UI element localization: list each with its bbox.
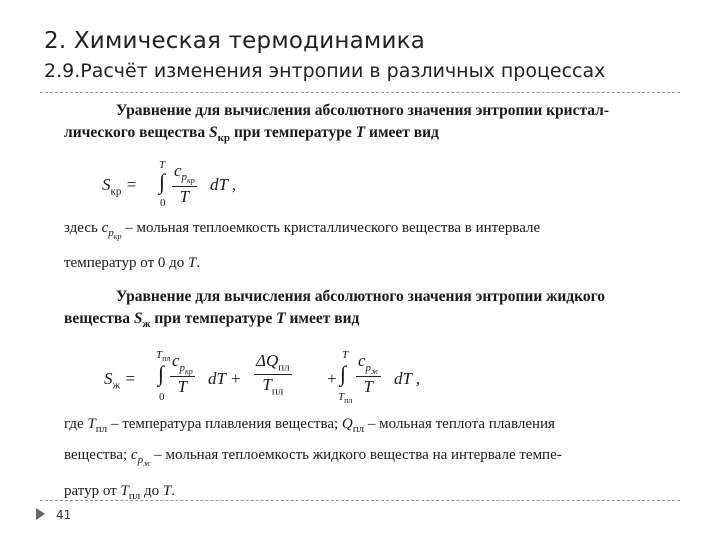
paragraph-crystal-heat-capacity: здесь $c_{p_{кр}}$ – мольная теплоемкость кристаллического вещества в интервале температур от 0 до T. [64,220,541,272]
paragraph-crystal-intro: Уравнение для вычисления абсолютного значения энтропии кристал- лического вещества $S_{кр}$ при температуре T имеет вид [64,102,610,145]
formula-liquid-entropy: $S_ж$ = $T_{пл}$ ∫ 0 $c_{p_{кр}}$ T dT + $\Delta Q_{пл}$ $T_{пл}$ + T ∫ $T_{пл}$ $c_{p_ж}$ T dT , [104,349,421,406]
play-arrow-icon [36,508,45,520]
paragraph-liquid-intro: Уравнение для вычисления абсолютного значения энтропии жидкого вещества $S_ж$ при температуре T имеет вид [64,288,606,331]
paragraph-liquid-definitions: где $T_{пл}$ – температура плавления вещества; $Q_{пл}$ – мольная теплота плавления вещества; $c_{p_ж}$ – мольная теплоемкость жидкого вещества на интервале темпе- ратур от $T_{пл}$ до T. [64,416,562,502]
slide-subtitle: 2.9.Расчёт изменения энтропии в различных процессах [44,60,606,82]
slide-content [64,100,684,509]
formula-crystal-entropy: $S_{кр}$ = T ∫ 0 $c_{p_{кр}}$ T dT , [102,159,237,210]
header-divider [40,92,680,93]
page-number: 41 [56,508,72,522]
slide-title: 2. Химическая термодинамика [44,28,426,54]
footer-divider [40,500,680,501]
slide-header [44,28,605,82]
